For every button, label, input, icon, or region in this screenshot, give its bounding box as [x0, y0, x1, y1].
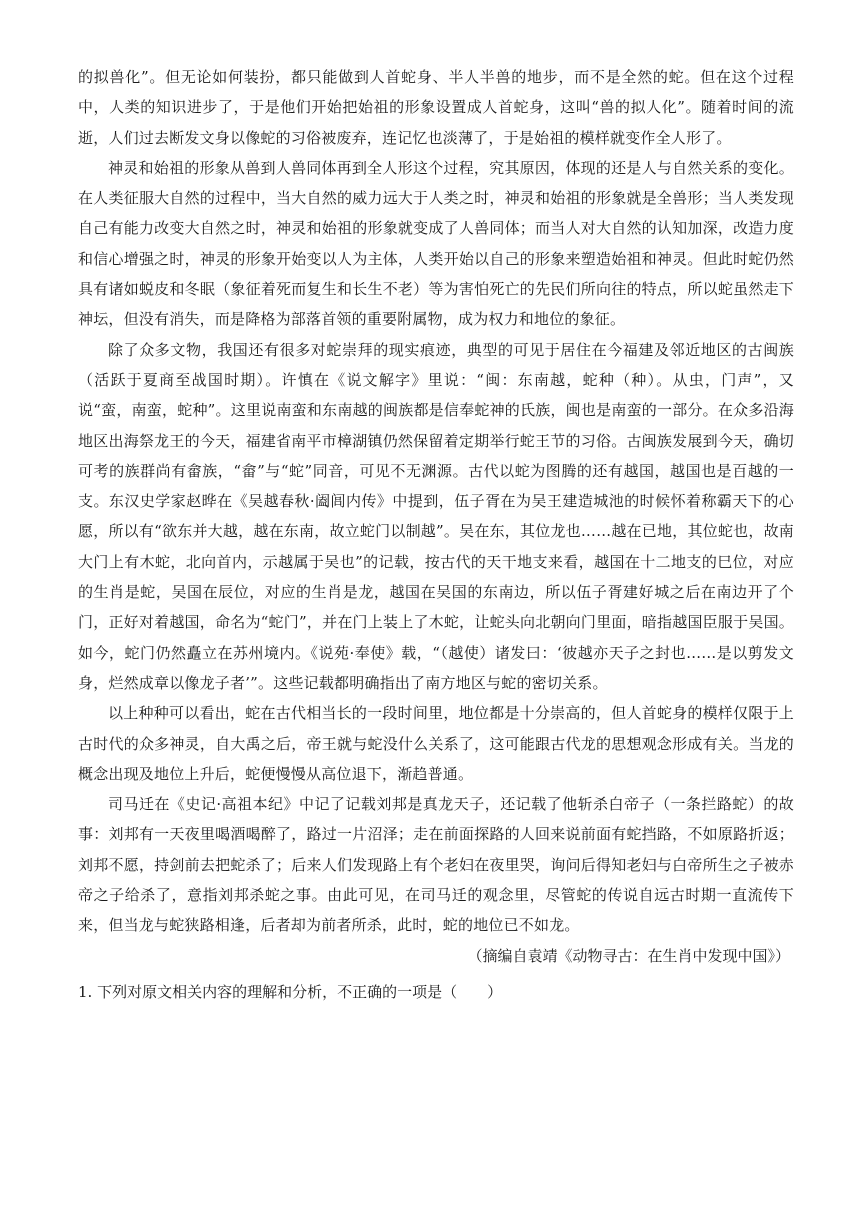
- paragraph-continued: 的拟兽化”。但无论如何装扮，都只能做到人首蛇身、半人半兽的地步，而不是全然的蛇。但在这个过程中，人类的知识进步了，于是他们开始把始祖的形象设置成人首蛇身，这叫“兽的拟人化”。随着时间的流逝，人们过去断发文身以像蛇的习俗被废弃，连记忆也淡薄了，于是始祖的模样就变作全人形了。: [78, 68, 794, 147]
- source-citation: （摘编自袁靖《动物寻古：在生肖中发现中国》）: [467, 946, 790, 965]
- question-1: 1. 下列对原文相关内容的理解和分析，不正确的一项是（ ）: [78, 982, 503, 1001]
- paragraph-snake-worship-traces: 除了众多文物，我国还有很多对蛇崇拜的现实痕迹，典型的可见于居住在今福建及邻近地区的古闽族（活跃于夏商至战国时期）。许慎在《说文解字》里说：“闽：东南越，蛇种（种）。从虫，门声”，又说“蛮，南蛮，蛇种”。这里说南蛮和东南越的闽族都是信奉蛇神的氏族，闽也是南蛮的一部分。在众多沿海地区出海祭龙王的今天，福建省南平市樟湖镇仍然保留着定期举行蛇王节的习俗。古闽族发展到今天，确切可考的族群尚有畲族，“畲”与“蛇”同音，可见不无渊源。古代以蛇为图腾的还有越国，越国也是百越的一支。东汉史学家赵晔在《吴越春秋·阖闾内传》中提到，伍子胥在为吴王建造城池的时候怀着称霸天下的心愿，所以有“欲东并大越，越在东南，故立蛇门以制越”。吴在东，其位龙也……越在已地，其位蛇也，故南大门上有木蛇，北向首内，示越属于吴也”的记载，按古代的天干地支来看，越国在十二地支的巳位，对应的生肖是蛇，吴国在辰位，对应的生肖是龙，越国在吴国的东南边，所以伍子胥建好城之后在南边开了个门，正好对着越国，命名为“蛇门”，并在门上装上了木蛇，让蛇头向北朝向门里面，暗指越国臣服于吴国。如今，蛇门仍然矗立在苏州境内。《说苑·奉使》载，“（越使）诸发曰：‘彼越亦天子之封也……是以剪发文身，烂然成章以像龙子者’”。这些记载都明确指出了南方地区与蛇的密切关系。: [78, 340, 794, 692]
- paragraph-deity-image-change: 神灵和始祖的形象从兽到人兽同体再到全人形这个过程，究其原因，体现的还是人与自然关系的变化。在人类征服大自然的过程中，当大自然的威力远大于人类之时，神灵和始祖的形象就是全兽形；当人类发现自己有能力改变大自然之时，神灵和始祖的形象就变成了人兽同体；而当人对大自然的认知加深，改造力度和信心增强之时，神灵的形象开始变以人为主体，人类开始以自己的形象来塑造始祖和神灵。但此时蛇仍然具有诸如蜕皮和冬眠（象征着死而复生和长生不老）等为害怕死亡的先民们所向往的特点，所以蛇虽然走下神坛，但没有消失，而是降格为部落首领的重要附属物，成为权力和地位的象征。: [78, 158, 794, 329]
- paragraph-snake-status: 以上种种可以看出，蛇在古代相当长的一段时间里，地位都是十分崇高的，但人首蛇身的模样仅限于上古时代的众多神灵，自大禹之后，帝王就与蛇没什么关系了，这可能跟古代龙的思想观念形成有关。当龙的概念出现及地位上升后，蛇便慢慢从高位退下，渐趋普通。: [78, 704, 794, 783]
- paragraph-sima-qian: 司马迁在《史记·高祖本纪》中记了记载刘邦是真龙天子，还记载了他斩杀白帝子（一条拦路蛇）的故事：刘邦有一天夜里喝酒喝醉了，路过一片沼泽；走在前面探路的人回来说前面有蛇挡路，不如原路折返；刘邦不愿，持剑前去把蛇杀了；后来人们发现路上有个老妇在夜里哭，询问后得知老妇与白帝所生之子被赤帝之子给杀了，意指刘邦杀蛇之事。由此可见，在司马迁的观念里，尽管蛇的传说自远古时期一直流传下来，但当龙与蛇狭路相逢，后者却为前者所杀，此时，蛇的地位已不如龙。: [78, 795, 794, 935]
- document-page: [78, 62, 794, 1007]
